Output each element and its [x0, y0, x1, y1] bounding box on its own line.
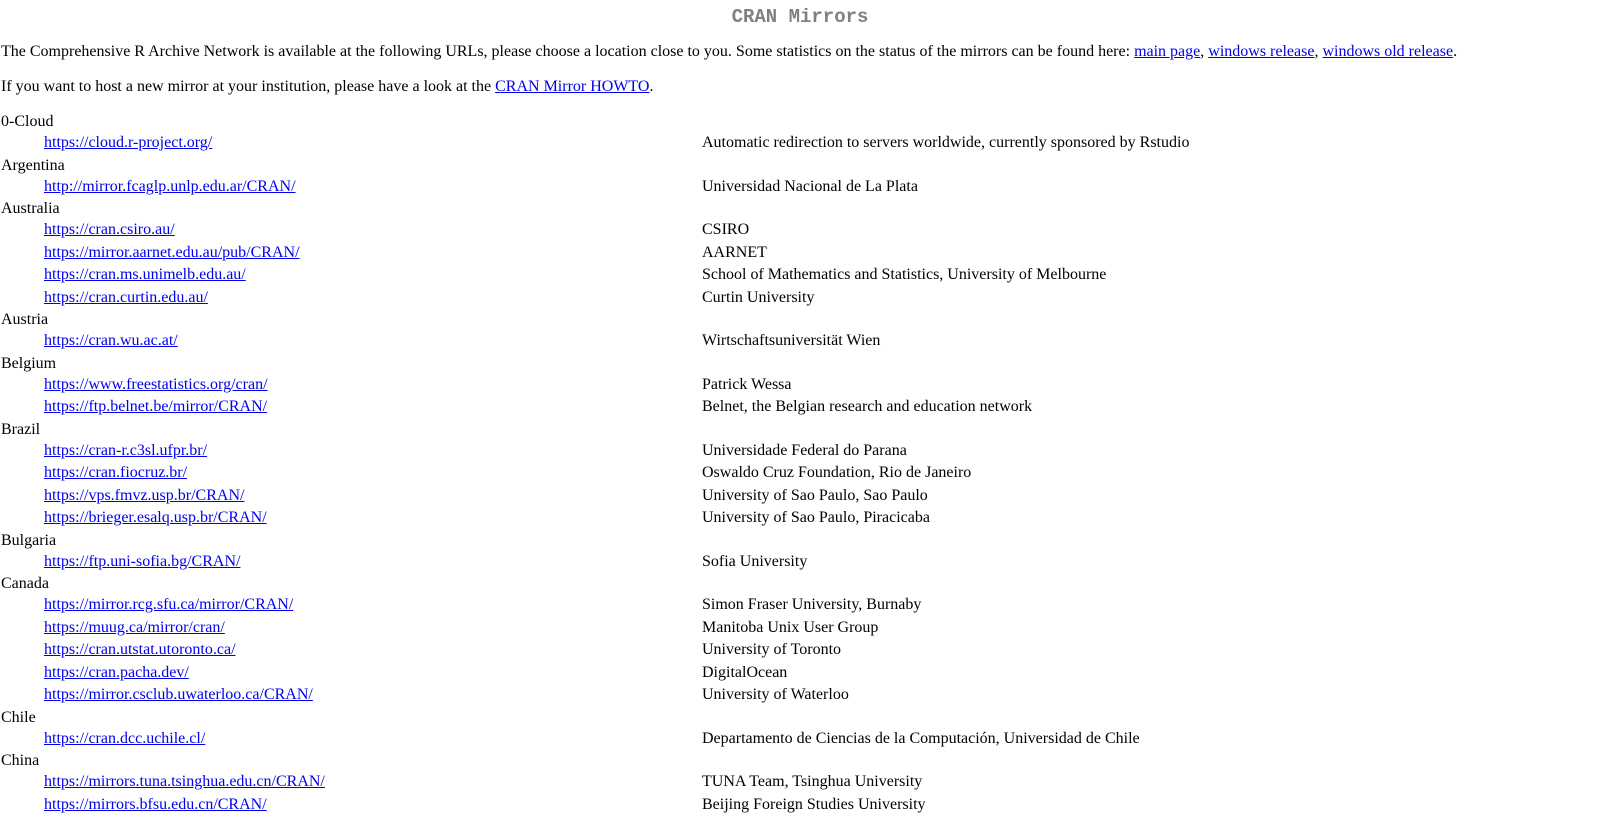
- mirror-url-link[interactable]: https://cran.wu.ac.at/: [44, 332, 178, 349]
- mirror-row: [0, 794, 1600, 817]
- howto-paragraph: [0, 77, 1600, 97]
- mirror-list: [0, 111, 1600, 816]
- mirror-url-link[interactable]: https://ftp.uni-sofia.bg/CRAN/: [44, 552, 241, 570]
- mirror-row: [0, 728, 1600, 751]
- mirror-url-link[interactable]: https://mirror.aarnet.edu.au/pub/CRAN/: [44, 243, 300, 261]
- mirror-description: Beijing Foreign Studies University: [702, 795, 926, 813]
- mirror-description: Oswaldo Cruz Foundation, Rio de Janeiro: [702, 464, 972, 481]
- country-heading: Australia: [1, 200, 60, 217]
- country-heading: Brazil: [1, 420, 41, 438]
- intro-paragraph: [0, 42, 1600, 62]
- mirror-description: University of Waterloo: [702, 686, 849, 703]
- mirror-row: [0, 132, 1600, 155]
- mirror-url-link[interactable]: https://www.freestatistics.org/cran/: [44, 375, 268, 393]
- windows-release-link[interactable]: windows release: [1208, 43, 1315, 60]
- country-heading: Bulgaria: [1, 531, 57, 549]
- mirror-url-link[interactable]: https://cran.curtin.edu.au/: [44, 288, 208, 306]
- mirror-url-link[interactable]: https://mirror.csclub.uwaterloo.ca/CRAN/: [44, 686, 313, 703]
- mirror-row: [0, 374, 1600, 397]
- mirror-row: [0, 287, 1600, 310]
- mirror-description: Simon Fraser University, Burnaby: [702, 596, 922, 613]
- mirror-url-link[interactable]: https://cran.utstat.utoronto.ca/: [44, 641, 236, 658]
- intro-text: The Comprehensive R Archive Network is available at the following URLs, please choose a location close to you. Some statistics on the status of the mirrors can be found here:: [1, 43, 1135, 60]
- mirror-description: University of Sao Paulo, Sao Paulo: [702, 486, 928, 504]
- mirror-url-link[interactable]: https://ftp.belnet.be/mirror/CRAN/: [44, 398, 268, 415]
- mirror-description: CSIRO: [702, 221, 750, 238]
- mirror-url-link[interactable]: https://mirrors.bfsu.edu.cn/CRAN/: [44, 795, 267, 813]
- cran-mirror-howto-link[interactable]: CRAN Mirror HOWTO: [495, 78, 650, 95]
- link-separator: ,: [1200, 43, 1209, 60]
- mirror-description: Universidade Federal do Parana: [702, 441, 907, 459]
- mirror-row: [0, 639, 1600, 662]
- mirror-url-link[interactable]: https://mirrors.tuna.tsinghua.edu.cn/CRAN/: [44, 773, 325, 790]
- howto-text: If you want to host a new mirror at your institution, please have a look at the: [1, 78, 496, 95]
- mirror-row: [0, 485, 1600, 508]
- mirror-row: [0, 396, 1600, 419]
- mirror-row: [0, 617, 1600, 640]
- mirror-description: Belnet, the Belgian research and education network: [702, 398, 1033, 415]
- country-heading: Belgium: [1, 354, 57, 372]
- mirror-description: Automatic redirection to servers worldwide, currently sponsored by Rstudio: [702, 134, 1190, 151]
- mirror-url-link[interactable]: https://cran.ms.unimelb.edu.au/: [44, 266, 246, 283]
- mirror-url-link[interactable]: https://vps.fmvz.usp.br/CRAN/: [44, 486, 245, 504]
- mirror-description: School of Mathematics and Statistics, University of Melbourne: [702, 266, 1107, 283]
- mirror-description: AARNET: [702, 243, 767, 261]
- mirror-row: [0, 551, 1600, 574]
- mirror-url-link[interactable]: https://cran-r.c3sl.ufpr.br/: [44, 441, 208, 459]
- mirror-description: Universidad Nacional de La Plata: [702, 177, 918, 195]
- country-heading: Chile: [1, 708, 36, 726]
- mirror-row: [0, 462, 1600, 485]
- mirror-description: Departamento de Ciencias de la Computación, Universidad de Chile: [702, 729, 1140, 747]
- mirror-description: Curtin University: [702, 288, 815, 306]
- intro-period: .: [1453, 43, 1458, 60]
- mirror-row: [0, 219, 1600, 242]
- mirror-url-link[interactable]: https://cran.pacha.dev/: [44, 663, 189, 681]
- main-page-link[interactable]: main page: [1134, 43, 1201, 60]
- mirror-description: DigitalOcean: [702, 663, 788, 681]
- mirror-url-link[interactable]: https://mirror.rcg.sfu.ca/mirror/CRAN/: [44, 596, 294, 613]
- mirror-description: Manitoba Unix User Group: [702, 618, 879, 636]
- country-heading: 0-Cloud: [1, 113, 54, 130]
- mirror-description: Wirtschaftsuniversität Wien: [702, 332, 881, 349]
- mirror-url-link[interactable]: https://cran.dcc.uchile.cl/: [44, 729, 206, 747]
- mirror-row: [0, 440, 1600, 463]
- mirror-url-link[interactable]: https://muug.ca/mirror/cran/: [44, 618, 225, 636]
- mirror-url-link[interactable]: https://cloud.r-project.org/: [44, 134, 213, 151]
- windows-old-release-link[interactable]: windows old release: [1322, 43, 1454, 60]
- howto-period: .: [649, 78, 654, 95]
- mirror-url-link[interactable]: https://brieger.esalq.usp.br/CRAN/: [44, 509, 267, 526]
- link-separator: ,: [1314, 43, 1323, 60]
- page-title: CRAN Mirrors: [731, 6, 869, 28]
- mirror-description: TUNA Team, Tsinghua University: [702, 773, 923, 790]
- country-heading: Argentina: [1, 156, 65, 174]
- mirror-url-link[interactable]: http://mirror.fcaglp.unlp.edu.ar/CRAN/: [44, 177, 296, 195]
- mirror-row: [0, 594, 1600, 617]
- mirror-row: [0, 330, 1600, 353]
- mirror-row: [0, 662, 1600, 685]
- mirror-row: [0, 176, 1600, 199]
- country-heading: China: [1, 752, 40, 769]
- mirror-description: Sofia University: [702, 552, 808, 570]
- mirror-row: [0, 242, 1600, 265]
- country-heading: Austria: [1, 311, 49, 328]
- mirror-description: Patrick Wessa: [702, 375, 792, 393]
- mirror-row: [0, 507, 1600, 530]
- mirror-description: University of Sao Paulo, Piracicaba: [702, 509, 930, 526]
- country-heading: Canada: [1, 575, 49, 592]
- mirror-url-link[interactable]: https://cran.fiocruz.br/: [44, 464, 188, 481]
- mirror-row: [0, 264, 1600, 287]
- mirror-row: [0, 771, 1600, 794]
- mirror-description: University of Toronto: [702, 641, 842, 658]
- mirror-row: [0, 684, 1600, 707]
- mirror-url-link[interactable]: https://cran.csiro.au/: [44, 221, 175, 238]
